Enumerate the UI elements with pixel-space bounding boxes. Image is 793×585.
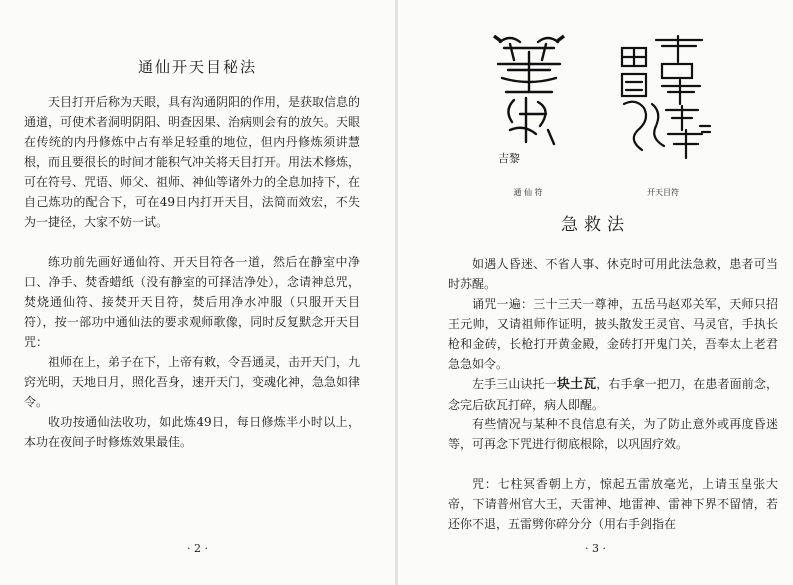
right-paragraph-3-rest: ，右手拿一把刀，在患者面前念，念完后砍瓦打碎，病人即醒。 bbox=[448, 377, 778, 412]
left-paragraph-3: 祖师在上，弟子在下，上帝有敕，令吾通灵，击开天门，九窍光明，天地日月，照化吾身，速开天门，变魂化神，急急如律令。 bbox=[24, 355, 361, 409]
right-paragraph-3-lead: 左手三山诀托一 bbox=[472, 377, 557, 391]
right-page-number: · 3 · bbox=[585, 542, 606, 555]
right-paragraph-5: 咒：七柱冥香朝上方，惊起五雷放毫光，上请玉皇张大帝，下请普州官大王，天雷神、地雷神、雷神下界不留情，若还你不退，五雷劈你碎分分（用右手剑指在 bbox=[448, 477, 778, 531]
tongxian-talisman-image bbox=[490, 30, 568, 160]
kaitianmu-talisman-image bbox=[616, 34, 712, 162]
talisman-caption-tongxian: 通 仙 符 bbox=[513, 188, 543, 197]
left-page-number: · 2 · bbox=[187, 542, 208, 555]
right-paragraph-2: 诵咒一遍：三十三天一尊神，五岳马赵邓关军，天师只招王元帅，又请祖师作证明，披头散发王灵官、马灵官，手执长枪和金砖，长枪打开黄金殿，金砖打开鬼门关，吾奉太上老君急急如令。 bbox=[448, 297, 778, 371]
left-paragraph-2: 练功前先画好通仙符、开天目符各一道，然后在静室中净口、净手、焚香蜡纸（没有静室的可择洁净处），念请神总咒，焚烧通仙符、接焚开天目符，焚后用净水冲服（只服开天目符），按一部功中通仙法的要求观师歌像，同时反复默念开天目咒： bbox=[24, 255, 360, 349]
right-paragraph-1: 如遇人昏迷、不省人事、休克时可用此法急救，患者可当时苏醒。 bbox=[448, 257, 778, 291]
left-page-title: 通仙开天目秘法 bbox=[137, 58, 257, 76]
talisman-signature: 吉黎 bbox=[498, 152, 520, 165]
right-page-title: 急救法 bbox=[561, 215, 630, 235]
left-paragraph-1: 天目打开后称为天眼，具有沟通阴阳的作用，是获取信息的通道，可使术者洞明阴阳、明查因果、治病则会有的放矢。天眼在传统的内丹修炼中占有举足轻重的地位，但内丹修炼须讲慧根，而且要很长的时间才能积气冲关将天目打开。用法术修炼，可在符号、咒语、师父、祖师、神仙等诸外力的全息加持下，在自己炼功的配合下，可在49日内打开天目，法简而效宏，不失为一捷径，大家不妨一试。 bbox=[24, 95, 361, 229]
stamp-text: 块土瓦 bbox=[556, 377, 597, 392]
right-page bbox=[398, 0, 793, 585]
left-page bbox=[0, 0, 395, 585]
left-paragraph-4: 收功按通仙法收功，如此炼49日，每日修炼半小时以上，本功在夜间子时修炼效果最佳。 bbox=[24, 415, 360, 449]
right-paragraph-3 bbox=[448, 374, 778, 415]
talisman-caption-kaitianmu: 开天目符 bbox=[647, 188, 679, 197]
right-paragraph-4: 有些情况与某种不良信息有关，为了防止意外或再度昏迷等，可再念下咒进行彻底根除，以巩固疗效。 bbox=[448, 417, 778, 451]
